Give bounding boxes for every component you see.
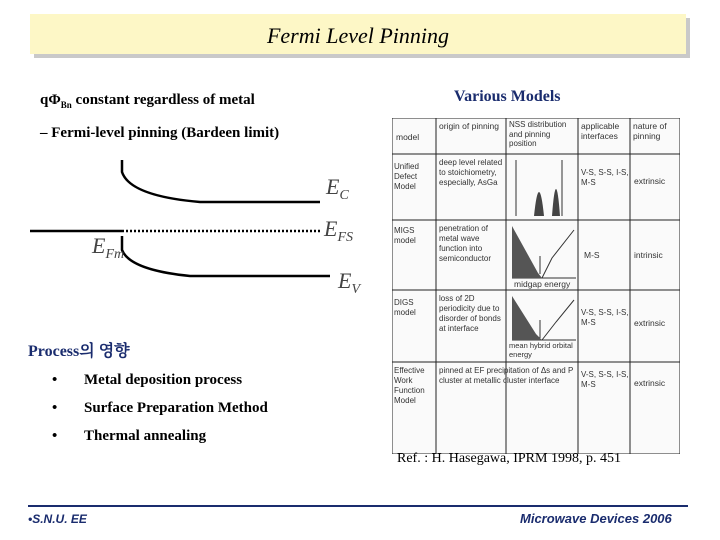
row2-origin: penetration of metal wave function into semiconductor [439,224,492,263]
qphi-symbol: qΦ [40,92,61,108]
row1-model: Unified Defect Model [394,162,419,191]
qphi-text: constant regardless of metal [71,92,255,108]
row3-nature: extrinsic [634,318,666,328]
row2-interfaces: M-S [584,250,600,260]
header-interfaces: applicable interfaces [581,121,620,141]
footer-institution: •S.N.U. EE [28,512,87,526]
bullet: • [52,428,58,444]
header-nature: nature of pinning [633,121,667,141]
process-heading: Process의 영향 [28,343,130,360]
row3-model: DIGS model [394,298,416,317]
row3-annotation: mean hybrid orbital energy [509,341,573,359]
qphi-subscript: Bn [60,100,72,110]
header-origin: origin of pinning [439,121,500,131]
row4-origin: pinned at EF precipitation of Δs and P cluster at metallic cluster interface [439,366,574,385]
process-item [52,428,206,445]
row2-annotation: midgap energy [514,279,571,289]
process-item-text: Metal deposition process [84,372,243,388]
process-item [52,400,268,417]
models-table [392,118,680,454]
footer-course: Microwave Devices 2006 [520,511,672,526]
row1-interfaces: V-S, S-S, I-S, M-S [581,168,629,187]
row1-origin: deep level related to stoichiometry, especially, AsGa [439,158,503,187]
row2-nature: intrinsic [634,250,663,260]
row1-nature: extrinsic [634,176,666,186]
row3-interfaces: V-S, S-S, I-S, M-S [581,308,629,327]
row2-model: MIGS model [394,226,416,245]
title-banner [30,14,686,54]
label-efm: $E_{Fm}$ [92,233,125,262]
label-ec: $E_C$ [326,174,349,203]
row4-model: Effective Work Function Model [394,366,425,405]
row4-nature: extrinsic [634,378,666,388]
label-efs: $E_{FS}$ [324,216,354,245]
header-model: model [396,132,420,142]
valence-band-edge [122,236,330,276]
label-ev: $E_V$ [338,268,361,297]
bullet: • [52,400,58,416]
header-nss: NSS distribution and pinning position [509,120,567,148]
process-item-text: Thermal annealing [84,428,207,444]
slide-title: Fermi Level Pinning [266,23,450,48]
barrier-height-statement [40,92,255,110]
footer-divider [28,505,688,507]
process-item-text: Surface Preparation Method [84,400,268,416]
row4-interfaces: V-S, S-S, I-S, M-S [581,370,629,389]
row3-origin: loss of 2D periodicity due to disorder of bonds at interface [439,294,501,333]
band-diagram [30,150,380,300]
fermi-pinning-subpoint: – Fermi-level pinning (Bardeen limit) [40,125,280,141]
conduction-band-edge [122,160,320,202]
reference-citation: Ref. : H. Hasegawa, IPRM 1998, p. 451 [397,451,621,466]
bullet: • [52,372,58,388]
models-heading: Various Models [454,88,561,105]
process-item [52,372,242,389]
